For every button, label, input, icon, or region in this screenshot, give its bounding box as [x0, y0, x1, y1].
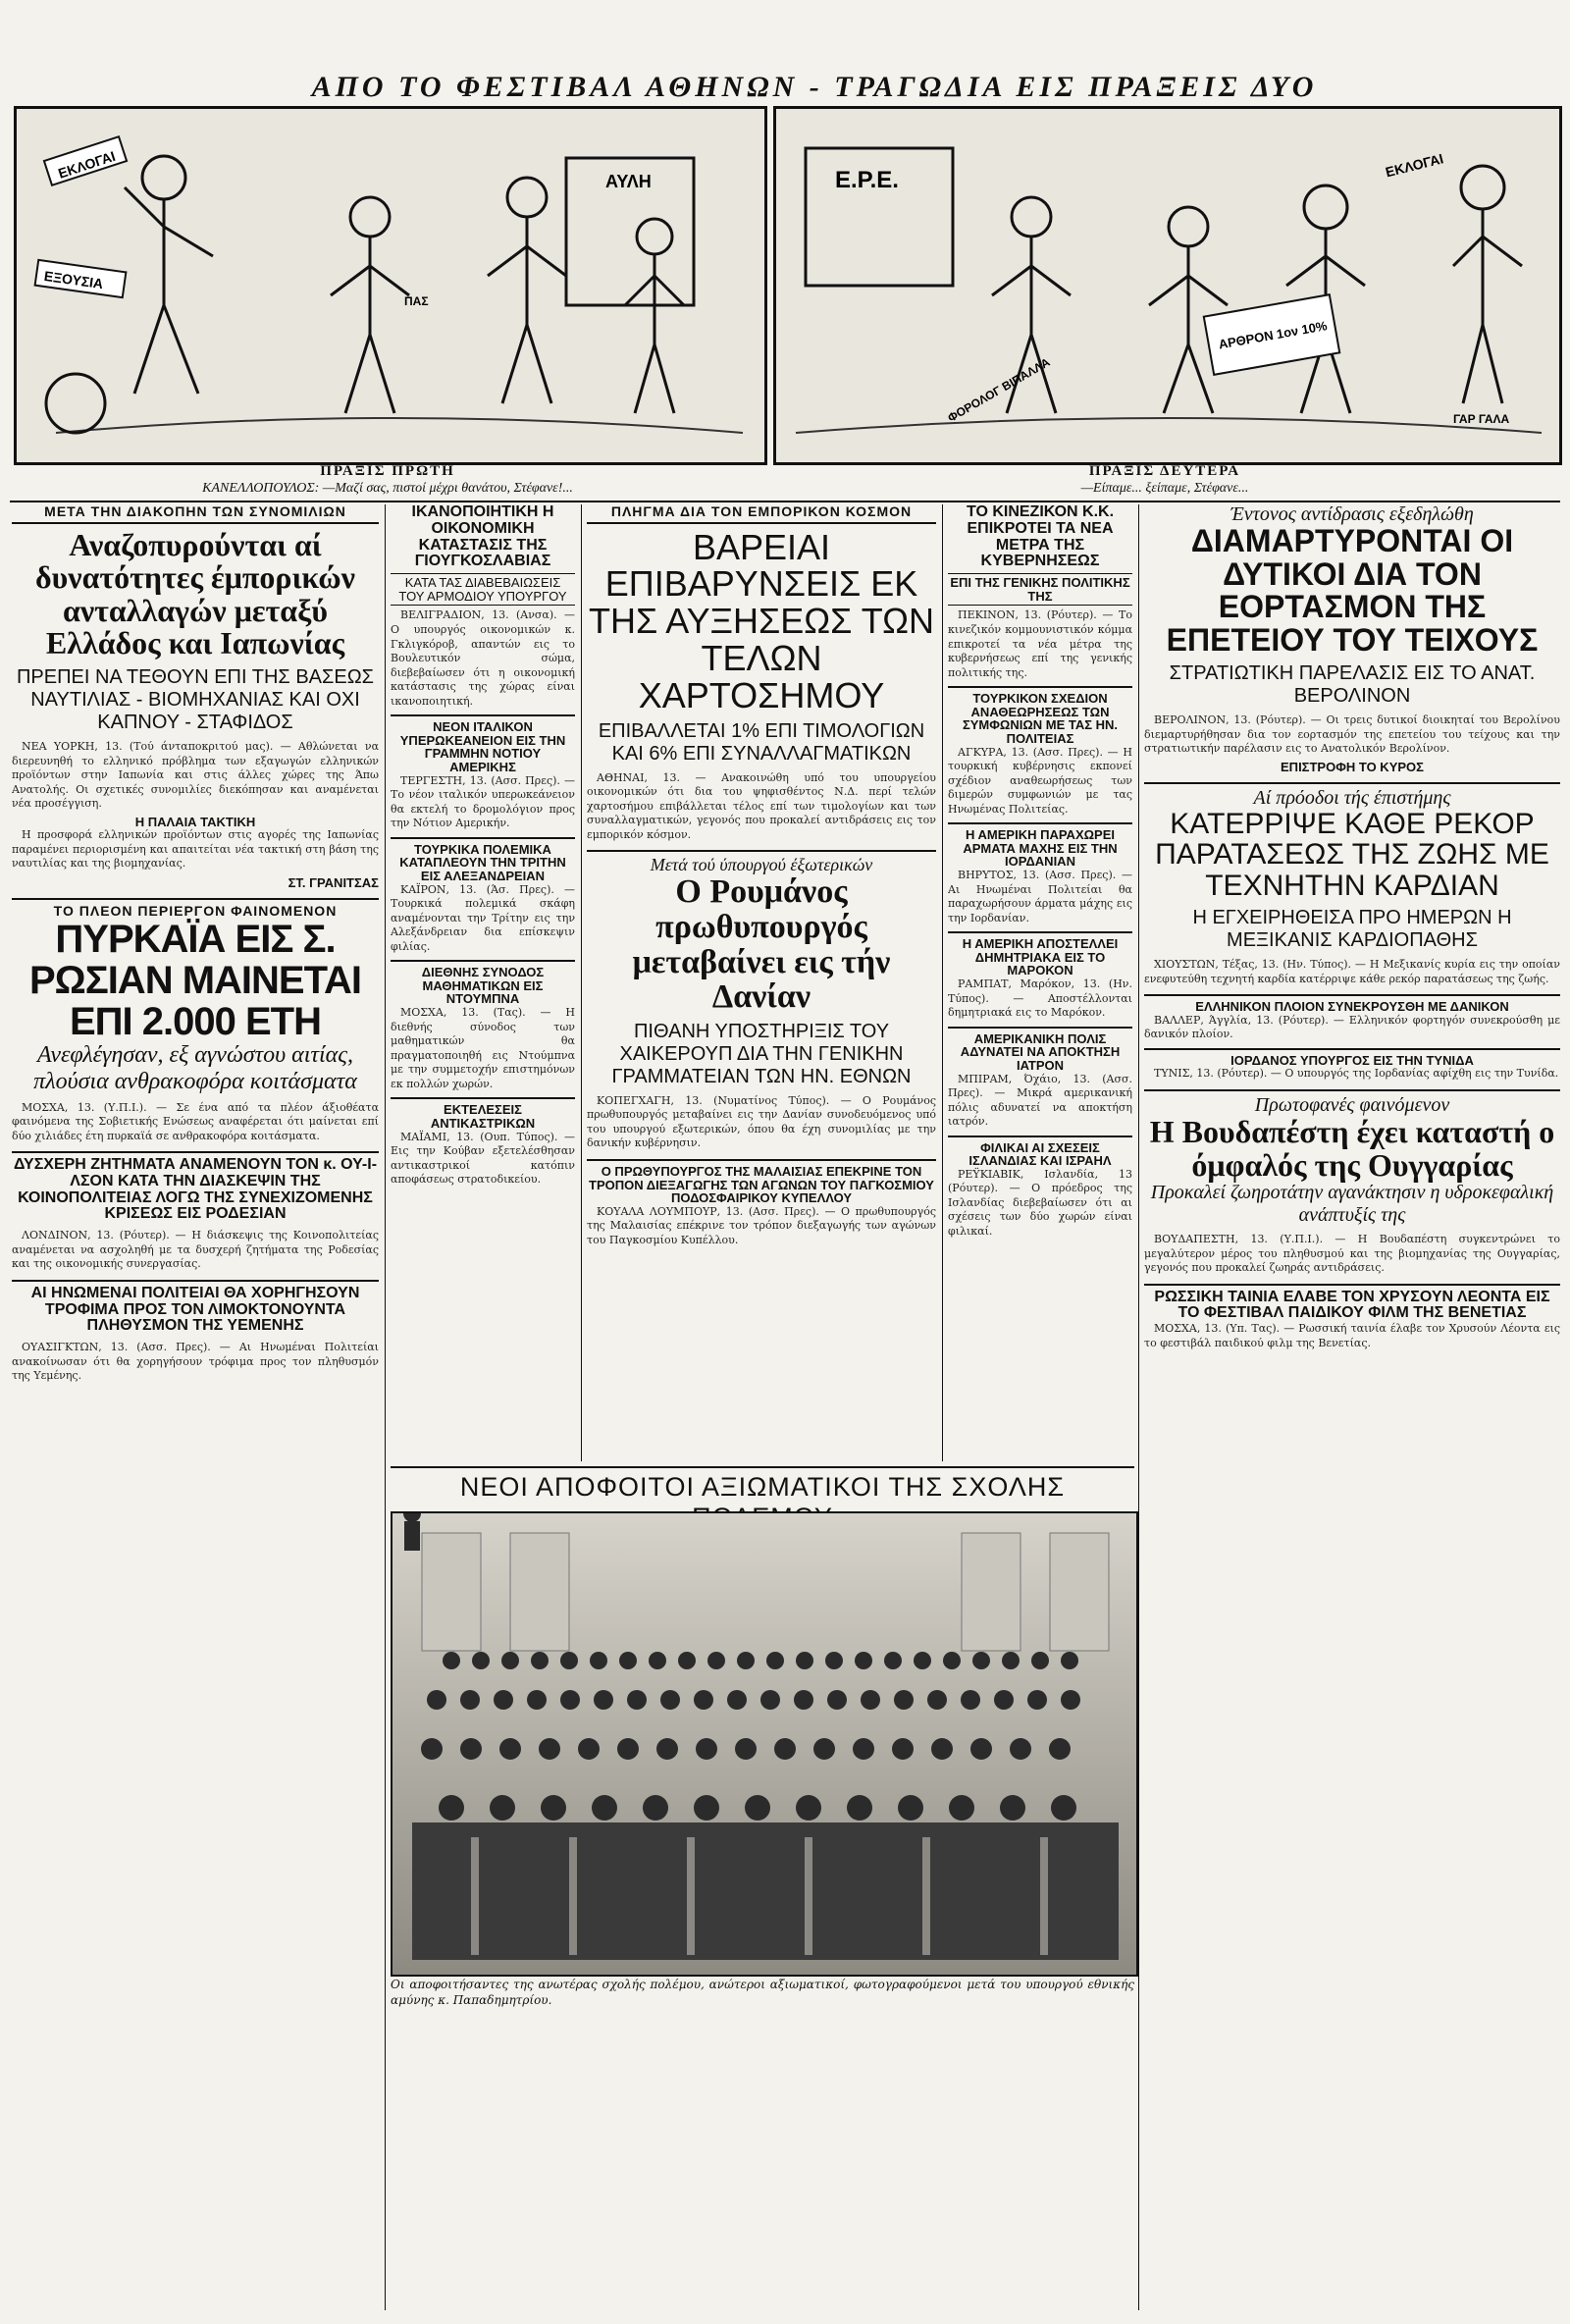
col4-story2-body-text: ΑΓΚΥΡΑ, 13. (Ασσ. Πρες). — Η τουρκική κυβέρνησις εκπονεί σχέδιον αναθεωρήσεως των διμερών συμφωνιών με τας Ηνωμένας Πολιτείας. [948, 745, 1132, 816]
col3-headline: ΒΑΡΕΙΑΙ ΕΠΙΒΑΡΥΝΣΕΙΣ ΕΚ ΤΗΣ ΑΥΞΗΣΕΩΣ ΤΩΝ ΤΕΛΩΝ ΧΑΡΤΟΣΗΜΟΥ [588, 526, 935, 715]
cartoon-left-act: ΠΡΑΞΙΣ ΠΡΩΤΗ [320, 463, 455, 479]
cartoon-left-caption: ΚΑΝΕΛΛΟΠΟΥΛΟΣ: —Μαζί σας, πιστοί μέχρι θανάτου, Στέφανε!... [202, 481, 573, 496]
col2-story4-body [391, 1006, 575, 1091]
column-5 [1144, 504, 1560, 2314]
col1-story3-body [12, 1229, 379, 1272]
col5-story5-headline: Η Βουδαπέστη έχει καταστή ο όμφαλός της Ουγγαρίας [1149, 1113, 1555, 1183]
col4-body [948, 608, 1132, 680]
col1-story2-sub: Ανεφλέγησαν, εξ αγνώστου αιτίας, πλούσια ανθρακοφόρα κοιτάσματα [33, 1041, 357, 1094]
col3-story2-body-text: ΚΟΠΕΓΧΑΓΗ, 13. (Νυματίνος Τύπος). — Ο Ρουμάνος πρωθυπουργός μεταβαίνει εις την Δανίαν συνοδευόμενος υπό του υπουργού εξωτερικών, όπου θα έχη συνομιλίας με την δανικήν κυβέρνησιν. [587, 1093, 936, 1150]
col3-body [587, 771, 936, 843]
col1-story4-body [12, 1341, 379, 1384]
col5-story3-body [1144, 1014, 1560, 1042]
cartoon-act-two [773, 106, 1562, 465]
col2-body-text: ΒΕΛΙΓΡΑΔΙΟΝ, 13. (Ανσα). — Ο υπουργός οικονομικών κ. Γκλιγκόροβ, απαντών εις το Βουλευτικόν σώμα, διεβεβαίωσεν ότι η οικονομική κατάστασις της χώρας είναι ικανοποιητική. [391, 608, 575, 708]
column-4 [948, 504, 1132, 1461]
photo-title: ΝΕΟΙ ΑΠΟΦΟΙΤΟΙ ΑΞΙΩΜΑΤΙΚΟΙ ΤΗΣ ΣΧΟΛΗΣ [459, 1472, 1066, 1502]
col5-story5-body [1144, 1233, 1560, 1276]
col4-story2-headline: ΤΟΥΡΚΙΚΟΝ ΣΧΕΔΙΟΝ ΑΝΑΘΕΩΡΗΣΕΩΣ ΤΩΝ ΣΥΜΦΩΝΙΩΝ ΜΕ ΤΑΣ ΗΝ. ΠΟΛΙΤΕΙΑΣ [962, 691, 1119, 746]
col1-body-text: ΝΕΑ ΥΟΡΚΗ, 13. (Τού άνταποκριτού μας). — Αθλώνεται να διερευνηθή το ελληνικό πρόβλημα των εξαγωγών ελληνικών προϊόντων στην Ιαπωνία και στις άλλες χώρες της Άπω Ανατολής. Οι σχετικές συνομιλίες διεκόπησαν και αναμένεται νέα προσέγγιση. [12, 740, 379, 811]
col5-story6-headline: ΡΩΣΣΙΚΗ ΤΑΙΝΙΑ ΕΛΑΒΕ ΤΟΝ ΧΡΥΣΟΥΝ ΛΕΟΝΤΑ ΕΙΣ ΤΟ ΦΕΣΤΙΒΑΛ ΠΑΙΔΙΚΟΥ ΦΙΛΜ ΤΗΣ ΒΕΝΕΤΙΑΣ [1154, 1288, 1550, 1322]
col1-body2-text: Η προσφορά ελληνικών προϊόντων στις αγορές της Ιαπωνίας παραμένει περιορισμένη και απαιτείται νέα τακτική στη βάση της ναυτιλίας και της βιομηχανίας. [12, 828, 379, 871]
cartoon-label-exousia: ΕΞΟΥΣΙΑ [42, 267, 105, 292]
col4-story5-body [948, 1073, 1132, 1130]
col4-story3-body-text: ΒΗΡΥΤΟΣ, 13. (Ασσ. Πρες). — Αι Ηνωμέναι Πολιτείαι θα παραχωρήσουν άρματα μάχης εις την Ιορδανίαν. [948, 869, 1132, 924]
col3-story3-headline: Ο ΠΡΩΘΥΠΟΥΡΓΟΣ ΤΗΣ ΜΑΛΑΙΣΙΑΣ ΕΠΕΚΡΙΝΕ ΤΟΝ ΤΡΟΠΟΝ ΔΙΕΞΑΓΩΓΗΣ ΤΩΝ ΑΓΩΝΩΝ ΤΟΥ ΠΑΓΚΟΣΜΙΟΥ ΠΟΔΟΣΦΑΙΡΙΚΟΥ ΚΥΠΕΛΛΟΥ [589, 1163, 934, 1206]
col1-story2-kicker: ΤΟ ΠΛΕΟΝ ΠΕΡΙΕΡΓΟΝ ΦΑΙΝΟΜΕΝΟΝ [53, 902, 338, 919]
col2-story3-headline: ΤΟΥΡΚΙΚΑ ΠΟΛΕΜΙΚΑ ΚΑΤΑΠΛΕΟΥΝ ΤΗΝ ΤΡΙΤΗΝ ΕΙΣ ΑΛΕΞΑΝΔΡΕΙΑΝ [399, 841, 566, 883]
column-rule [1138, 504, 1139, 2310]
col4-story5-headline: ΑΜΕΡΙΚΑΝΙΚΗ ΠΟΛΙΣ ΑΔΥΝΑΤΕΙ ΝΑ ΑΠΟΚΤΗΣΗ ΙΑΤΡΟΝ [960, 1030, 1121, 1073]
cartoon-drawing-left [17, 109, 764, 462]
cartoon-act-one [14, 106, 767, 465]
column-2 [391, 504, 575, 1461]
col4-story4-body [948, 977, 1132, 1021]
col5-story2-body [1144, 958, 1560, 986]
col5-story3-headline: ΕΛΛΗΝΙΚΟΝ ΠΛΟΙΟΝ ΣΥΝΕΚΡΟΥΣΘΗ ΜΕ ΔΑΝΙΚΟΝ [1195, 999, 1509, 1015]
col3-story2-kicker: Μετά τού ύπουργού έξωτερικών [650, 855, 873, 875]
col4-story6-body-text: ΡΕΫΚΙΑΒΙΚ, Ισλανδία, 13 (Ρόυτερ). — Ο πρόεδρος της Ισλανδίας διεβεβαίωσεν ότι αι σχέσεις των δύο χωρών είναι φιλικαί. [948, 1167, 1132, 1238]
cartoon-label-pas: ΠΑΣ [404, 294, 429, 308]
masthead: ΑΠΟ ΤΟ ΦΕΣΤΙΒΑΛ ΑΘΗΝΩΝ - ΤΡΑΓΩΔΙΑ ΕΙΣ ΠΡΑΞΕΙΣ ΔΥΟ [311, 71, 1318, 103]
col5-story6-body [1144, 1322, 1560, 1350]
col1-story2-body-text: ΜΟΣΧΑ, 13. (Υ.Π.Ι.). — Σε ένα από τα πλέον άξιοθέατα φαινόμενα της Σοβιετικής Ενώσεως αναφέρεται ότι μαίνεται επί δύο χιλιάδες έτη πυρκαϊά σε ανθρακοφόρα κοιτάσματα. [12, 1100, 379, 1142]
col5-body [1144, 713, 1560, 757]
col4-sub: ΕΠΙ ΤΗΣ ΓΕΝΙΚΗΣ ΠΟΛΙΤΙΚΗΣ ΤΗΣ [948, 573, 1132, 606]
col3-story3-body [587, 1205, 936, 1248]
col3-story2-body [587, 1094, 936, 1151]
col2-kicker: ΙΚΑΝΟΠΟΙΗΤΙΚΗ Η ΟΙΚΟΝΟΜΙΚΗ ΚΑΤΑΣΤΑΣΙΣ ΤΗΣ ΓΙΟΥΓΚΟΣΛΑΒΙΑΣ [411, 504, 554, 570]
col1-story2-body [12, 1101, 379, 1144]
col3-kicker: ΠΛΗΓΜΑ ΔΙΑ ΤΟΝ ΕΜΠΟΡΙΚΟΝ ΚΟΣΜΟΝ [587, 504, 936, 524]
col2-story4-body-text: ΜΟΣΧΑ, 13. (Τας). — Η διεθνής σύνοδος των μαθηματικών θα πραγματοποιηθή εις Ντούμπνα με την συμμετοχήν επιστημόνων εκ πολλών χωρών. [391, 1006, 575, 1090]
col1-sub: ΠΡΕΠΕΙ ΝΑ ΤΕΘΟΥΝ ΕΠΙ ΤΗΣ ΒΑΣΕΩΣ ΝΑΥΤΙΛΙΑΣ - ΒΙΟΜΗΧΑΝΙΑΣ ΚΑΙ ΟΧΙ ΚΑΠΝΟΥ - ΣΤΑΦΙΔΟΣ [16, 666, 375, 734]
col5-story5-kicker: Πρωτοφανές φαινόμενον [1254, 1093, 1450, 1116]
col5-story4-headline: ΙΟΡΔΑΝΟΣ ΥΠΟΥΡΓΟΣ ΕΙΣ ΤΗΝ ΤΥΝΙΔΑ [1230, 1052, 1474, 1068]
col4-story3-body [948, 869, 1132, 925]
col4-story6-body [948, 1168, 1132, 1240]
col2-sub: ΚΑΤΑ ΤΑΣ ΔΙΑΒΕΒΑΙΩΣΕΙΣ ΤΟΥ ΑΡΜΟΔΙΟΥ ΥΠΟΥΡΓΟΥ [391, 573, 575, 606]
cartoon-label-arthron: ΑΡΘΡΟΝ 1ον 10% [1217, 318, 1329, 352]
cartoon-label-gala: ΓΑΡ ΓΑΛΑ [1453, 412, 1510, 426]
group-photo-image [392, 1513, 1136, 1975]
column-rule [385, 504, 386, 2310]
col1-headline: Αναζοπυρούνται αί δυνατότητες έμπορικών ανταλλαγών μεταξύ Ελλάδος και Ιαπωνίας [35, 526, 355, 661]
col5-headline: ΔΙΑΜΑΡΤΥΡΟΝΤΑΙ ΟΙ ΔΥΤΙΚΟΙ ΔΙΑ ΤΟΝ ΕΟΡΤΑΣΜΟΝ ΤΗΣ ΕΠΕΤΕΙΟΥ ΤΟΥ ΤΕΙΧΟΥΣ [1166, 523, 1539, 658]
col5-story2-sub: Η ΕΓΧΕΙΡΗΘΕΙΣΑ ΠΡΟ ΗΜΕΡΩΝ Η ΜΕΞΙΚΑΝΙΣ ΚΑΡΔΙΟΠΑΘΗΣ [1192, 907, 1512, 952]
col1-body [12, 740, 379, 812]
col1-story2-headline: ΠΥΡΚΑΪΑ ΕΙΣ Σ. ΡΩΣΙΑΝ ΜΑΙΝΕΤΑΙ ΕΠΙ 2.000 ΕΤΗ [28, 917, 362, 1043]
col1-kicker: ΜΕΤΑ ΤΗΝ ΔΙΑΚΟΠΗΝ ΤΩΝ ΣΥΝΟΜΙΛΙΩΝ [12, 504, 379, 524]
photo-caption: Οι αποφοιτήσαντες της ανωτέρας σχολής πολέμου, ανώτεροι αξιωματικοί, φωτογραφούμενοι μετά του υπουργού εθνικής αμύνης κ. Παπαδημητρίου. [391, 1978, 1134, 2007]
col4-story3-headline: Η ΑΜΕΡΙΚΗ ΠΑΡΑΧΩΡΕΙ ΑΡΜΑΤΑ ΜΑΧΗΣ ΕΙΣ ΤΗΝ ΙΟΡΔΑΝΙΑΝ [963, 827, 1118, 870]
col5-story5-body-text: ΒΟΥΔΑΠΕΣΤΗ, 13. (Υ.Π.Ι.). — Η Βουδαπέστη συγκεντρώνει το μεγαλύτερον μέρος του πληθυσμού και της βιομηχανίας της Ουγγαρίας, γεγονός που προκαλεί ζωηράς αντιδράσεις. [1144, 1233, 1560, 1275]
col4-story5-body-text: ΜΠΙΡΑΜ, Όχάιο, 13. (Ασσ. Πρες). — Μικρά αμερικανική πόλις αδυνατεί να αποκτήση ιατρόν. [948, 1072, 1132, 1129]
col2-story5-headline: ΕΚΤΕΛΕΣΕΙΣ ΑΝΤΙΚΑΣΤΡΙΚΩΝ [430, 1102, 536, 1131]
cartoon-drawing-right [776, 109, 1559, 462]
col5-body-text: ΒΕΡΟΛΙΝΟΝ, 13. (Ρόυτερ). — Οι τρεις δυτικοί διοικηταί του Βερολίνου διεμαρτυρήθησαν δια τον εορτασμόν της επετείου του τείχους και την στρατιωτικήν παρέλασιν εις το Ανατολικόν Βερολίνον. [1144, 713, 1560, 756]
col4-story2-body [948, 746, 1132, 818]
column-3 [587, 504, 936, 1461]
cartoon-label-ere: Ε.Ρ.Ε. [835, 167, 899, 193]
col5-story2-kicker: Αί πρόοδοι τής έπιστήμης [1253, 786, 1451, 809]
col1-byline: ΣΤ. ΓΡΑΝΙΤΣΑΣ [288, 874, 379, 890]
group-photo [391, 1511, 1138, 1977]
col3-body-text: ΑΘΗΝΑΙ, 13. — Ανακοινώθη υπό του υπουργείου οικονομικών ότι δια του ψηφισθέντος Ν.Δ. περί τελών χαρτοσήμου επιβάλλεται τέλος επί των τιμολογίων και των συναλλαγματικών, γεγονός που προκαλεί αντιδράσεις εις τον εμπορικόν κόσμον. [587, 770, 936, 841]
col5-story6-body-text: ΜΟΣΧΑ, 13. (Υπ. Τας). — Ρωσσική ταινία έλαβε τον Χρυσούν Λέοντα εις το φεστιβάλ παιδικού φιλμ της Βενετίας. [1144, 1322, 1560, 1349]
col2-story4-headline: ΔΙΕΘΝΗΣ ΣΥΝΟΔΟΣ ΜΑΘΗΜΑΤΙΚΩΝ ΕΙΣ ΝΤΟΥΜΠΝΑ [421, 965, 545, 1007]
col5-subkicker: ΕΠΙΣΤΡΟΦΗ ΤΟ ΚΥΡΟΣ [1281, 759, 1424, 774]
col1-subkicker: Η ΠΑΛΑΙΑ ΤΑΚΤΙΚΗ [134, 814, 256, 829]
col5-story3-body-text: ΒΑΛΛΕΡ, Άγγλία, 13. (Ρόυτερ). — Ελληνικόν φορτηγόν συνεκρούσθη με δανικόν πλοίον. [1144, 1013, 1560, 1041]
col4-body-text: ΠΕΚΙΝΟΝ, 13. (Ρόυτερ). — Το κινεζικόν κομμουνιστικόν κόμμα επικροτεί τα νέα μέτρα της κυβερνήσεως επί της γενικής πολιτικής της. [948, 608, 1132, 679]
col4-story4-body-text: ΡΑΜΠΑΤ, Μαρόκον, 13. (Ην. Τύπος). — Αποστέλλονται δημητριακά εις το Μαρόκον. [948, 977, 1132, 1020]
col2-story2-body [391, 774, 575, 831]
col2-story3-body [391, 883, 575, 955]
column-rule [581, 504, 582, 1461]
col3-sub: ΕΠΙΒΑΛΛΕΤΑΙ 1% ΕΠΙ ΤΙΜΟΛΟΓΙΩΝ ΚΑΙ 6% ΕΠΙ ΣΥΝΑΛΛΑΓΜΑΤΙΚΩΝ [598, 719, 925, 765]
cartoon-label-ekloga-right: ΕΚΛΟΓΑΙ [1384, 150, 1445, 181]
column-rule [942, 504, 943, 1461]
col1-story3-body-text: ΛΟΝΔΙΝΟΝ, 13. (Ρόυτερ). — Η διάσκεψις της Κοινοπολιτείας αναμένεται να ασχοληθή με τα δυσχερή ζητήματα της Ροδεσίας και της οικονομικής συνεργασίας. [12, 1229, 379, 1271]
col2-body [391, 608, 575, 709]
col4-story6-headline: ΦΙΛΙΚΑΙ ΑΙ ΣΧΕΣΕΙΣ ΙΣΛΑΝΔΙΑΣ ΚΑΙ ΙΣΡΑΗΛ [968, 1139, 1112, 1169]
col3-story2-headline: Ο Ρουμάνος πρωθυπουργός μεταβαίνει εις τήν Δανίαν [632, 873, 891, 1016]
col1-story4-body-text: ΟΥΑΣΙΓΚΤΩΝ, 13. (Ασσ. Πρες). — Αι Ηνωμέναι Πολιτείαι ανακοίνωσαν ότι θα χορηγήσουν τρόφιμα προς τον πληθυσμόν της Υεμένης. [12, 1341, 379, 1383]
col5-story4-body [1144, 1067, 1560, 1082]
col5-story2-body-text: ΧΙΟΥΣΤΩΝ, Τέξας, 13. (Ην. Τύπος). — Η Μεξικανίς κυρία εις την οποίαν ενεφυτεύθη τεχνητή καρδία κατέρριψε κάθε ρεκόρ παρατάσεως της ζωής. [1144, 958, 1560, 985]
col2-story3-body-text: ΚΑΪΡΟΝ, 13. (Άσ. Πρες). — Τουρκικά πολεμικά σκάφη αναμένονται την Τρίτην εις την Αλεξάνδρειαν δια επίσκεψιν φιλίας. [391, 882, 575, 953]
cartoon-right-caption: —Είπαμε... ξείπαμε, Στέφανε... [1080, 481, 1249, 496]
col5-story5-sub: Προκαλεί ζωηροτάτην αγανάκτησιν η υδροκεφαλική ανάπτυξίς της [1150, 1182, 1554, 1227]
section-divider [10, 501, 1560, 502]
col1-story4-headline: ΑΙ ΗΝΩΜΕΝΑΙ ΠΟΛΙΤΕΙΑΙ ΘΑ ΧΟΡΗΓΗΣΟΥΝ ΤΡΟΦΙΜΑ ΠΡΟΣ ΤΟΝ ΛΙΜΟΚΤΟΝΟΥΝΤΑ ΠΛΗΘΥΣΜΟΝ ΤΗΣ ΥΕΜΕΝΗΣ [30, 1284, 360, 1335]
cartoon-label-ekloga: ΕΚΛΟΓΑΙ [56, 147, 118, 182]
cartoon-label-avli: ΑΥΛΗ [605, 172, 652, 191]
col5-kicker: Έντονος αντίδρασις εξεδηλώθη [1230, 504, 1474, 525]
cartoon-right-act: ΠΡΑΞΙΣ ΔΕΥΤΕΡΑ [1088, 463, 1241, 479]
col5-story2-headline: ΚΑΤΕΡΡΙΨΕ ΚΑΘΕ ΡΕΚΟΡ ΠΑΡΑΤΑΣΕΩΣ ΤΗΣ ΖΩΗΣ ΜΕ ΤΕΧΝΗΤΗΝ ΚΑΡΔΙΑΝ [1155, 807, 1549, 902]
col1-story3-headline: ΔΥΣΧΕΡΗ ΖΗΤΗΜΑΤΑ ΑΝΑΜΕΝΟΥΝ ΤΟΝ κ. ΟΥ-Ι-ΛΣΟΝ ΚΑΤΑ ΤΗΝ ΔΙΑΣΚΕΨΙΝ ΤΗΣ ΚΟΙΝΟΠΟΛΙΤΕΙΑΣ ΛΟΓΩ ΤΗΣ ΣΥΝΕΧΙΖΟΜΕΝΗΣ ΚΡΙΣΕΩΣ ΕΙΣ ΡΟΔΕΣΙΑΝ [13, 1156, 378, 1223]
col3-story3-body-text: ΚΟΥΑΛΑ ΛΟΥΜΠΟΥΡ, 13. (Ασσ. Πρες). — Ο πρωθυπουργός της Μαλαισίας επέκρινε τον τρόπον διεξαγωγής των αγώνων του Παγκοσμίου Κυπέλλου. [587, 1204, 936, 1246]
col4-story4-headline: Η ΑΜΕΡΙΚΗ ΑΠΟΣΤΕΛΛΕΙ ΔΗΜΗΤΡΙΑΚΑ ΕΙΣ ΤΟ ΜΑΡΟΚΟΝ [962, 936, 1119, 978]
cartoon-label-forolog: ΦΟΡΟΛΟΓ ΒΙΠΑΛΛΑ [945, 354, 1053, 425]
col1-body2 [12, 828, 379, 872]
col2-story5-body [391, 1131, 575, 1188]
col5-sub: ΣΤΡΑΤΙΩΤΙΚΗ ΠΑΡΕΛΑΣΙΣ ΕΙΣ ΤΟ ΑΝΑΤ. ΒΕΡΟΛΙΝΟΝ [1169, 662, 1536, 708]
col2-story2-headline: ΝΕΟΝ ΙΤΑΛΙΚΟΝ ΥΠΕΡΩΚΕΑΝΕΙΟΝ ΕΙΣ ΤΗΝ ΓΡΑΜΜΗΝ ΝΟΤΙΟΥ ΑΜΕΡΙΚΗΣ [399, 719, 566, 774]
col4-kicker: ΤΟ ΚΙΝΕΖΙΚΟΝ Κ.Κ. ΕΠΙΚΡΟΤΕΙ ΤΑ ΝΕΑ ΜΕΤΡΑ ΤΗΣ ΚΥΒΕΡΝΗΣΕΩΣ [966, 504, 1115, 570]
column-1 [12, 504, 379, 2314]
photo-divider [391, 1466, 1134, 1468]
col5-story4-body-text: ΤΥΝΙΣ, 13. (Ρόυτερ). — Ο υπουργός της Ιορδανίας αφίχθη εις την Τυνίδα. [1154, 1067, 1559, 1081]
col2-story2-body-text: ΤΕΡΓΕΣΤΗ, 13. (Ασσ. Πρες). — Το νέον ιταλικόν υπερωκεάνειον θα εκτελή το δρομολόγιον προς την Νότιον Αμερικήν. [391, 773, 575, 830]
col2-story5-body-text: ΜΑΪΑΜΙ, 13. (Ουπ. Τύπος). — Εις την Κούβαν εξετελέσθησαν αντικαστρικοί κατόπιν αποφάσεως στρατοδικείου. [391, 1130, 575, 1187]
col3-story2-sub: ΠΙΘΑΝΗ ΥΠΟΣΤΗΡΙΞΙΣ ΤΟΥ ΧΑΙΚΕΡΟΥΠ ΔΙΑ ΤΗΝ ΓΕΝΙΚΗΝ ΓΡΑΜΜΑΤΕΙΑΝ ΤΩΝ ΗΝ. ΕΘΝΩΝ [611, 1020, 912, 1087]
